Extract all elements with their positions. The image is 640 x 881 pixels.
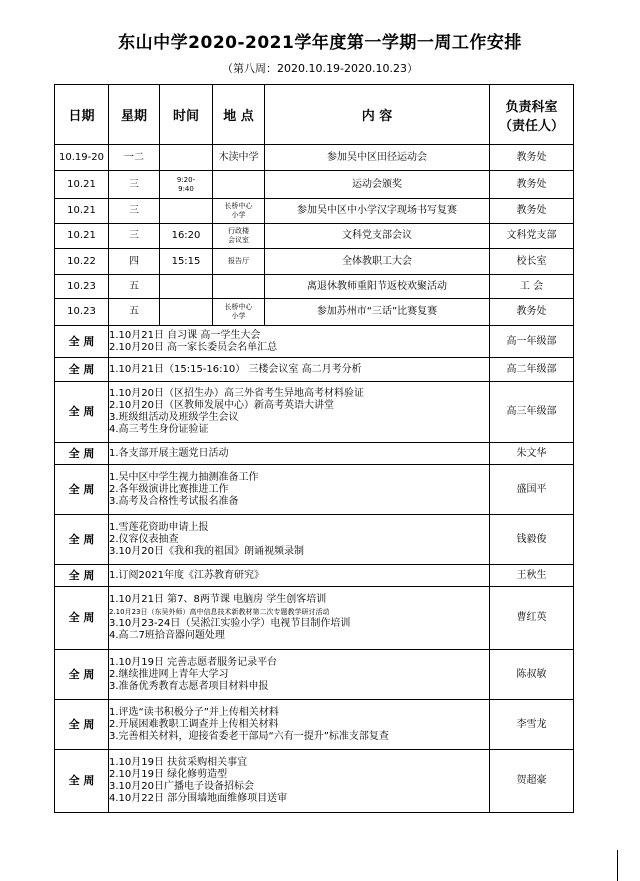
weekly-row — [55, 700, 574, 750]
header-owner-line2: （责任人） — [498, 118, 564, 134]
event-row — [55, 249, 574, 275]
weekly-period-label: 全 周 — [55, 465, 109, 515]
event-row — [55, 224, 574, 249]
weekly-owner: 陈叔敏 — [490, 650, 574, 700]
event-weekday: 五 — [109, 275, 160, 299]
weekly-item: 1.评选“读书积极分子”并上传相关材料 — [109, 706, 279, 718]
weekly-items — [109, 443, 490, 465]
weekly-item: 1.雪莲花资助申请上报 — [109, 521, 209, 533]
event-owner: 教务处 — [490, 145, 574, 171]
weekly-item: 1.10月21日（15:15-16:10） 三楼会议室 高二月考分析 — [109, 363, 362, 375]
weekly-item: 2.10月19日 绿化修剪造型 — [109, 769, 228, 780]
weekly-period-label: 全 周 — [55, 515, 109, 565]
event-content: 参加吴中区田径运动会 — [265, 145, 490, 171]
header-owner — [490, 85, 574, 145]
weekly-items — [109, 587, 490, 650]
header-place: 地 点 — [213, 85, 265, 145]
event-place: 报告厅 — [213, 249, 265, 275]
weekly-period-label: 全 周 — [55, 382, 109, 443]
weekly-item: 2.各年级演讲比赛推进工作 — [109, 483, 229, 495]
weekly-items — [109, 700, 490, 750]
weekly-period-label: 全 周 — [55, 587, 109, 650]
event-date: 10.22 — [55, 249, 109, 275]
page-subtitle: （第八周：2020.10.19-2020.10.23） — [222, 62, 418, 75]
weekly-row — [55, 443, 574, 465]
weekly-row — [55, 565, 574, 587]
event-weekday: 一二 — [109, 145, 160, 171]
event-date: 10.23 — [55, 275, 109, 299]
event-time — [160, 199, 213, 224]
weekly-item: 3.10月23-24日（吴淞江实验小学）电视节目制作培训 — [109, 618, 351, 629]
weekly-item: 3.10月20日《我和我的祖国》朗诵视频录制 — [109, 545, 304, 557]
event-owner: 教务处 — [490, 299, 574, 326]
weekly-period-label: 全 周 — [55, 565, 109, 587]
event-row — [55, 171, 574, 199]
weekly-item: 3.完善相关材料，迎接省委老干部局“六有一提升”标准支部复查 — [109, 730, 389, 742]
weekly-item: 2.开展困难教职工调查并上传相关材料 — [109, 718, 279, 730]
event-owner: 文科党支部 — [490, 224, 574, 249]
weekly-owner: 高二年级部 — [490, 358, 574, 382]
weekly-item: 1.订阅2021年度《江苏教育研究》 — [109, 569, 264, 581]
weekly-item: 1.10月19日 扶贫采购相关事宜 — [109, 757, 248, 768]
weekly-item: 1.各支部开展主题党日活动 — [109, 447, 229, 459]
weekly-row — [55, 382, 574, 443]
event-date: 10.21 — [55, 171, 109, 199]
weekly-owner: 钱毅俊 — [490, 515, 574, 565]
weekly-owner: 高一年级部 — [490, 326, 574, 358]
event-weekday: 四 — [109, 249, 160, 275]
weekly-owner: 盛国平 — [490, 465, 574, 515]
weekly-period-label: 全 周 — [55, 358, 109, 382]
weekly-period-label: 全 周 — [55, 650, 109, 700]
schedule-table — [54, 84, 574, 813]
weekly-owner: 李雪龙 — [490, 700, 574, 750]
event-row — [55, 299, 574, 326]
weekly-item: 3.准备优秀教育志愿者项目材料申报 — [109, 680, 269, 692]
event-place: 行政楼 会议室 — [213, 224, 265, 249]
weekly-row — [55, 515, 574, 565]
event-weekday: 三 — [109, 199, 160, 224]
weekly-item: 2.仪容仪表抽查 — [109, 533, 179, 545]
weekly-rows — [55, 326, 574, 813]
weekly-row — [55, 750, 574, 813]
weekly-items — [109, 565, 490, 587]
event-place: 木渎中学 — [213, 145, 265, 171]
header-weekday: 星期 — [109, 85, 160, 145]
event-time: 16:20 — [160, 224, 213, 249]
header-date: 日期 — [55, 85, 109, 145]
event-owner: 校长室 — [490, 249, 574, 275]
weekly-item: 1.10月21日 自习课 高一学生大会 — [109, 329, 261, 341]
event-content: 离退休教师重阳节返校欢聚活动 — [265, 275, 490, 299]
weekly-owner: 高三年级部 — [490, 382, 574, 443]
weekly-period-label: 全 周 — [55, 443, 109, 465]
weekly-row — [55, 326, 574, 358]
weekly-item: 4.10月22日 部分围墙地面维修项目送审 — [109, 793, 288, 804]
weekly-item: 4.高二7班拾音器问题处理 — [109, 630, 225, 641]
weekly-row — [55, 465, 574, 515]
weekly-row — [55, 358, 574, 382]
page-title: 东山中学2020-2021学年度第一学期一周工作安排 — [118, 33, 522, 53]
event-row — [55, 199, 574, 224]
weekly-item: 2.10月23日（东吴外师）高中信息技术新教材第二次专题教学研讨活动 — [109, 608, 330, 616]
page-edge-line — [617, 850, 618, 881]
weekly-items — [109, 465, 490, 515]
weekly-item: 2.继续推进网上青年大学习 — [109, 668, 229, 680]
weekly-item: 1.10月20日（区招生办）高三外省考生异地高考材料验证 — [109, 388, 364, 399]
weekly-row — [55, 650, 574, 700]
event-owner: 工 会 — [490, 275, 574, 299]
event-content: 参加苏州市“三话”比赛复赛 — [265, 299, 490, 326]
event-time — [160, 299, 213, 326]
weekly-item: 3.班级组活动及班级学生会议 — [109, 412, 239, 423]
weekly-item: 4.高三考生身份证验证 — [109, 424, 209, 435]
weekly-items — [109, 382, 490, 443]
weekly-item: 1.10月19日 完善志愿者服务记录平台 — [109, 656, 278, 668]
header-content: 内 容 — [265, 85, 490, 145]
event-row — [55, 275, 574, 299]
event-owner: 教务处 — [490, 199, 574, 224]
header-row — [55, 85, 574, 145]
weekly-owner: 贺超豪 — [490, 750, 574, 813]
weekly-row — [55, 587, 574, 650]
weekly-item: 3.10月20日广播电子设备招标会 — [109, 781, 254, 792]
header-owner-line1: 负责科室 — [505, 99, 558, 115]
event-time — [160, 275, 213, 299]
event-date: 10.21 — [55, 224, 109, 249]
header-time: 时间 — [160, 85, 213, 145]
weekly-item: 3.高考及合格性考试报名准备 — [109, 495, 239, 507]
event-weekday: 三 — [109, 171, 160, 199]
event-rows — [55, 145, 574, 326]
event-place: 长桥中心 小学 — [213, 299, 265, 326]
weekly-items — [109, 750, 490, 813]
event-content: 文科党支部会议 — [265, 224, 490, 249]
weekly-item: 2.10月20日（区教师发展中心）新高考英语大讲堂 — [109, 400, 334, 411]
weekly-item: 1.吴中区中学生视力抽测准备工作 — [109, 471, 259, 483]
weekly-items — [109, 358, 490, 382]
event-time: 9:20- 9:40 — [160, 171, 213, 199]
weekly-owner: 曹红英 — [490, 587, 574, 650]
event-place — [213, 171, 265, 199]
event-place — [213, 275, 265, 299]
weekly-items — [109, 326, 490, 358]
weekly-item: 1.10月21日 第7、8两节课 电脑房 学生创客培训 — [109, 594, 327, 605]
weekly-period-label: 全 周 — [55, 700, 109, 750]
event-content: 全体教职工大会 — [265, 249, 490, 275]
weekly-period-label: 全 周 — [55, 326, 109, 358]
weekly-owner: 朱文华 — [490, 443, 574, 465]
event-place: 长桥中心 小学 — [213, 199, 265, 224]
event-time — [160, 145, 213, 171]
event-weekday: 五 — [109, 299, 160, 326]
event-date: 10.19-20 — [55, 145, 109, 171]
event-row — [55, 145, 574, 171]
weekly-period-label: 全 周 — [55, 750, 109, 813]
event-date: 10.21 — [55, 199, 109, 224]
weekly-owner: 王秋生 — [490, 565, 574, 587]
event-owner: 教务处 — [490, 171, 574, 199]
weekly-items — [109, 650, 490, 700]
event-time: 15:15 — [160, 249, 213, 275]
event-date: 10.23 — [55, 299, 109, 326]
weekly-items — [109, 515, 490, 565]
event-weekday: 三 — [109, 224, 160, 249]
event-content: 参加吴中区中小学汉字现场书写复赛 — [265, 199, 490, 224]
weekly-item: 2.10月20日 高一家长委员会名单汇总 — [109, 341, 278, 353]
event-content: 运动会颁奖 — [265, 171, 490, 199]
